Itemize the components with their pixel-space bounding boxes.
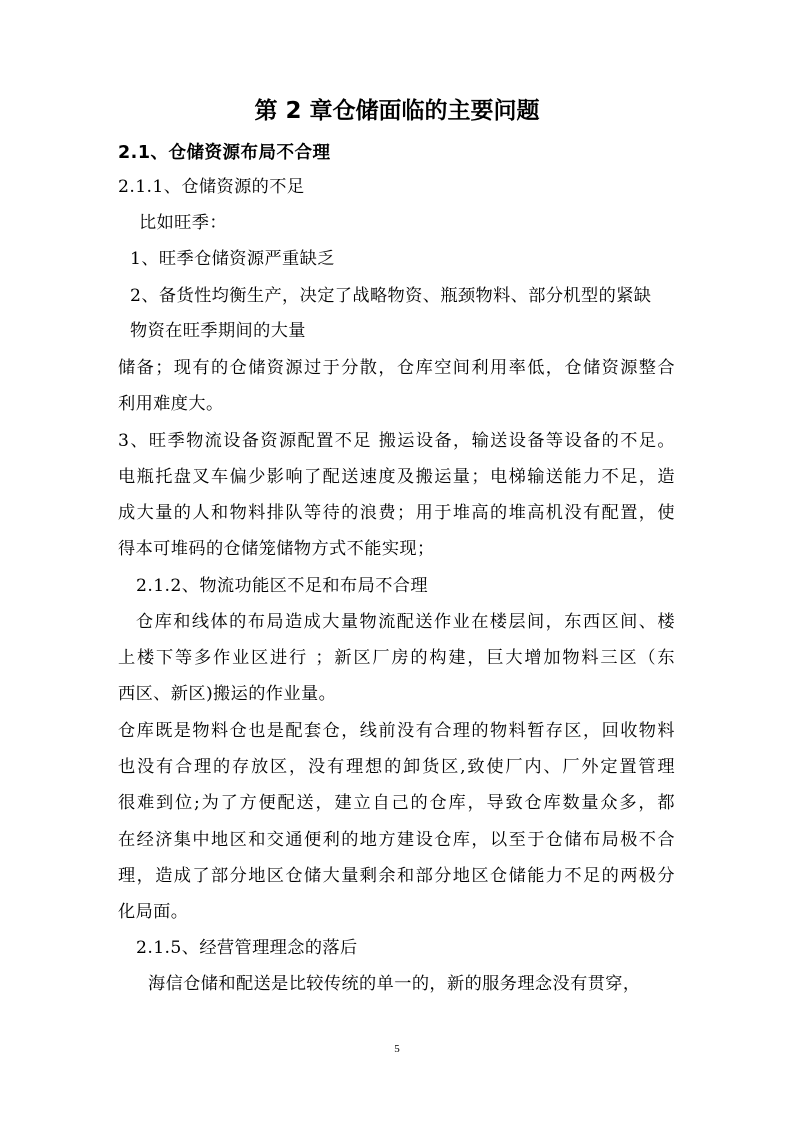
paragraph-line: 3、旺季物流设备资源配置不足 搬运设备，输送设备等设备的不足。 [118,431,675,451]
subsection-heading-2-1-5: 2.1.5、经营管理理念的落后 [136,938,358,958]
paragraph-line: 储备；现有的仓储资源过于分散，仓库空间利用率低，仓储资源整合 [118,358,675,378]
paragraph-line: 仓库既是物料仓也是配套仓，线前没有合理的物料暂存区，回收物料 [118,721,675,741]
page-number: 5 [394,1043,400,1055]
paragraph-line: 也没有合理的存放区，没有理想的卸货区,致使厂内、厂外定置管理 [118,757,675,777]
paragraph-line: 仓库和线体的布局造成大量物流配送作业在楼层间，东西区间、楼 [136,612,675,632]
paragraph-line: 在经济集中地区和交通便利的地方建设仓库，以至于仓储布局极不合 [118,830,675,850]
paragraph-line: 得本可堆码的仓储笼储物方式不能实现； [118,539,435,559]
subsection-heading-2-1-1: 2.1.1、仓储资源的不足 [118,177,305,197]
paragraph-line: 海信仓储和配送是比较传统的单一的，新的服务理念没有贯穿， [148,974,641,994]
paragraph-line: 很难到位;为了方便配送，建立自己的仓库，导致仓库数量众多，都 [118,793,675,813]
paragraph-line: 比如旺季： [139,213,227,233]
paragraph-line: 上楼下等多作业区进行 ；新区厂房的构建，巨大增加物料三区（东 [118,648,675,668]
paragraph-line: 成大量的人和物料排队等待的浪费；用于堆高的堆高机没有配置，使 [118,503,675,523]
paragraph-line: 西区、新区)搬运的作业量。 [118,684,337,704]
paragraph-line: 1、旺季仓储资源严重缺乏 [130,249,335,269]
paragraph-line: 电瓶托盘叉车偏少影响了配送速度及搬运量；电梯输送能力不足，造 [118,467,675,487]
paragraph-line: 利用难度大。 [118,394,224,414]
paragraph-line: 2、备货性均衡生产，决定了战略物资、瓶颈物料、部分机型的紧缺 [130,286,652,306]
paragraph-line: 化局面。 [118,902,189,922]
paragraph-line: 理，造成了部分地区仓储大量剩余和部分地区仓储能力不足的两极分 [118,866,675,886]
paragraph-line: 物资在旺季期间的大量 [130,321,306,341]
subsection-heading-2-1-2: 2.1.2、物流功能区不足和布局不合理 [136,576,428,596]
chapter-title: 第 2 章仓储面临的主要问题 [254,98,540,124]
section-heading-2-1: 2.1、仓储资源布局不合理 [118,143,331,163]
